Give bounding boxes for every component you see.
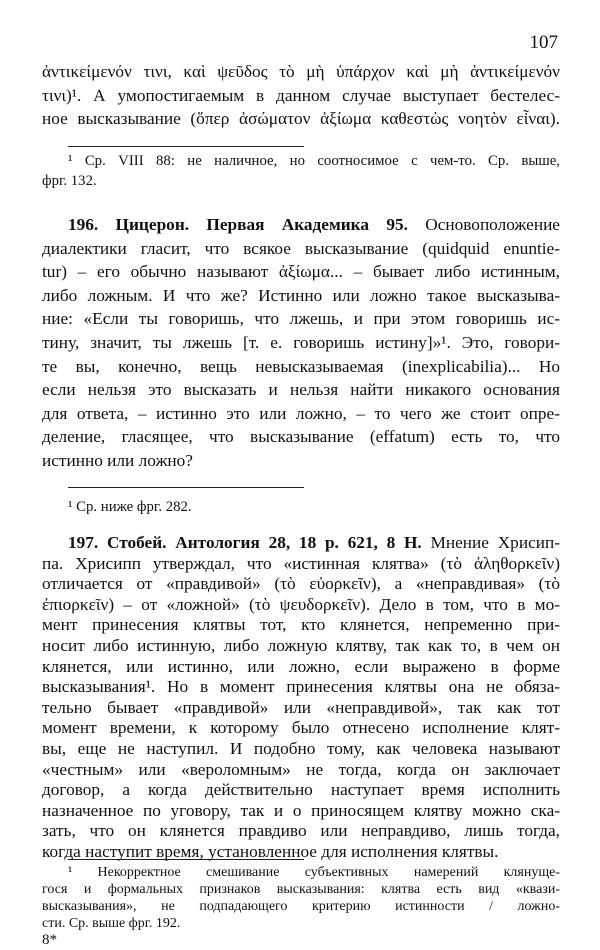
text-span: Основоположение [407,215,560,234]
footnote-line: высказывания», не подпадающего критерию истинности / ложно- [42,899,560,914]
text-line: истинно или ложно? [42,450,193,470]
text-line: назначенное по уговору, так и о приносящем клятву можно ска- [42,800,560,820]
fragment-heading: 197. Стобей. Антология 28, 18 p. 621, 8 H. [68,533,422,552]
text-line: тельно бывает «правдивой» или «неправдивой», так как тот [42,697,560,717]
text-line: договор, а когда действительно наступает время исполнить [42,780,560,800]
text-line: для ответа, – истинно это или ложно, – то чего же стоит опре- [42,403,560,423]
fragment-196 [42,213,560,473]
text-line: мент принесения клятвы тот, кто клянется, непременно при- [42,615,560,635]
text-line: момент времени, к которому было отнесено исполнение клят- [42,718,560,738]
footnote [42,497,560,517]
footnote-line: ¹ Ср. VIII 88: не наличное, но соотносимое с чем-то. Ср. выше, [68,153,560,169]
footnote-line: сти. Ср. выше фрг. 192. [42,916,181,931]
text-line: если нельзя это высказать и нельзя найти никакого основания [42,380,560,400]
text-line: ние: «Если ты говоришь, что лжешь, и при этом говоришь ис- [42,309,560,329]
text-line: ἐπιορκεῖν) – от «ложной» (τὸ ψευδορκεῖν). Дело в том, что в мо- [42,594,560,614]
text-span: Мнение Хрисип- [421,533,560,552]
text-line: «честным» или «вероломным» не тогда, когда он заключает [42,759,560,779]
text-line: зать, что он клянется правдиво или неправдиво, лишь тогда, [42,821,560,841]
text-line: носит либо истинную, либо ложную клятву, так как то, в чем он [42,635,560,655]
text-line: ἀντικείμενόν τινι, καὶ ψεῦδος τὸ μὴ ὑπάρχον καὶ μὴ ἀντικείμενόν [42,62,560,81]
footnote-divider [68,859,304,860]
text-line: ное высказывание (ὅπερ ἀσώματον ἀξίωμα καθεστὼς νοητὸν εἶναι). [42,109,560,129]
footnote [42,151,560,191]
page-number: 107 [529,32,558,53]
intro-paragraph [42,60,560,131]
text-line: диалектики гласит, что всякое высказывание (quidquid enuntie- [42,238,560,258]
footnote-line: фрг. 132. [42,173,97,189]
footnote-line: ¹ Некорректное смешивание субъективных намерений клянуще- [68,865,560,880]
text-line: когда наступит время, установленное для исполнения клятвы. [42,841,499,861]
footnote [42,864,560,932]
text-line: либо ложным. И что же? Истинно или ложно такое высказыва- [42,285,560,305]
footnote-divider [68,146,304,147]
text-line: tur) – его обычно называют ἀξίωμα... – бывает либо истинным, [42,262,560,282]
text-line [42,533,560,554]
text-line [42,213,560,237]
text-line: деление, гласящее, что высказывание (effatum) есть то, что [42,427,560,447]
text-line: вы, еще не наступил. И подобно тому, как человека называют [42,738,560,758]
text-line: τινι)¹. А умопостигаемым в данном случае выступает бестелес- [42,85,560,105]
text-line: отличается от «правдивой» (τὸ εὐορκεῖν), а «неправдивая» (τὸ [42,574,560,594]
fragment-heading: 196. Цицерон. Первая Академика 95. [68,215,408,234]
text-line: высказывания¹. Но в момент принесения клятвы она не обяза- [42,677,560,697]
footnote-line: ¹ Ср. ниже фрг. 282. [68,499,192,515]
footnote-divider [68,487,304,488]
text-line: па. Хрисипп утверждал, что «истинная клятва» (τὸ ἀληθορκεῖν) [42,553,560,573]
fragment-197 [42,533,560,863]
text-line: те вы, конечно, вещь невысказываемая (inexplicabilia)... Но [42,356,560,376]
text-line: клянется, или истинно, или ложно, если выражено в форме [42,656,560,676]
footnote-line: гося и формальных признаков высказывания: клятва есть вид «квази- [42,882,560,897]
signature-mark: 8* [42,932,57,948]
text-line: тину, значит, ты лжешь [т. е. говоришь истину]»¹. Это, говори- [42,332,560,352]
